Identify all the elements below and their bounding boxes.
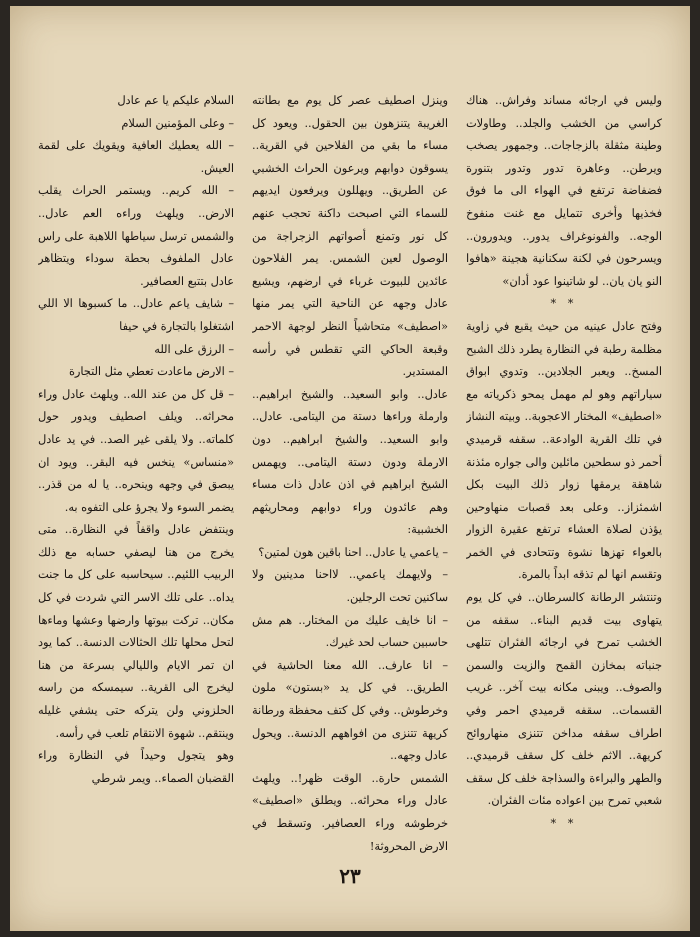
paragraph: – ولايهمك ياعمي.. لااحنا مدينين ولا ساكنين تحت الرجلين. xyxy=(252,568,448,605)
text-columns xyxy=(38,90,662,868)
paragraph: وفتح عادل عينيه من حيث يقبع في زاوية مظلمة رطبة في النظارة يطرد ذلك الشبح المسخ.. ويعبر الجلادين.. وتدوي ابواق سياراتهم وهو لم مهمل يمحو ذكرياته مع «اصطيف» المختار الاعجوبة.. وبيته النشاز في تلك القرية الوادعة.. سقفه قرميدي أحمر ذو سطحين مائلين والى جواره مئذنة شاهقة يرمقها زوار ذلك البيت بكل اشمئزاز.. وعلى بعد قصبات منهاوحين يؤذن لصلاة العشاء ترتفع عقيرة الزوار بالعواء تهزها نشوة وتتحادى في الخمر وتقسم انها لم تذقه ابداً بالمرة. xyxy=(466,319,662,582)
paragraph: وينتفض عادل واقفاً في النظارة.. متى يخرج من هنا ليصفي حسابه مع ذلك الربيب اللئيم.. سيحاسبه على كل ما جنت يداه.. على تلك الاسر التي شردت في كل مكان.. تركت بيوتها وارضها وعشها وماءها لتحل محلها تلك الحثالات الدنسة.. كما يود ان تمر الايام والليالي بسرعة من هنا ليخرج الى القرية.. سيمسكه من راسه الحلزوني ولن يتركه حتى يشفي غليله وينتقم.. شهوة الانتقام تلعب في رأسه. xyxy=(38,523,234,740)
paragraph: – قل كل من عند الله.. ويلهث عادل وراء محراثه.. ويلف اصطيف ويدور حول كلماته.. ولا يلقى غير الصد.. في يد عادل «منساس» ينخس فيه البقر.. ويود ان يبصق في وجهه وينحره.. يا له من قذر.. يضمر السوء ولا يجرؤ على التفوه به. xyxy=(38,387,234,514)
paragraph: – الرزق على الله xyxy=(154,342,234,356)
page-number: ٢٣ xyxy=(339,864,361,888)
paragraph: – ياعمي يا عادل.. احنا باقين هون لمتين؟ xyxy=(258,545,448,559)
column-left xyxy=(38,90,234,868)
paragraph: وينزل اصطيف عصر كل يوم مع بطانته الغريبة يتنزهون بين الحقول.. ويعود كل مساء ما بقي من الفلاحين في القرية.. يسوقون دوابهم ويرعون الحراث الخشبي عن الطريق.. ويهللون ويرفعون ايديهم للسماء التي اصبحت داكنة تحجب عنهم كل نور وتمنع أصواتهم الزجراجة من الوصول لعين الشمس. يمر الفلاحون عائدين للبيوت غرباء في ارضهم، ويشيع عادل وجهه عن الناحية التي يمر منها «اصطيف» متحاشياً النظر لوجهة الاحمر وقبعة الحاكي التي تقطس في رأسه المستدير. xyxy=(252,94,448,379)
paragraph: عادل.. وابو السعيد.. والشيخ ابراهيم.. وارملة وراءها دستة من اليتامى. عادل.. وابو السعيد.. والشيخ ابراهيم.. دون الارملة ودون دستة اليتامى.. ويهمس الشيخ ابراهيم في اذن عادل ذات مساء وهم عائدون وراء دوابهم ومحاريثهم الخشبية: xyxy=(252,387,448,537)
paragraph: وتنتشر الرطانة كالسرطان.. في كل يوم يتهاوى بيت قديم البناء.. سقفه من الخشب تمرح في ارجائه الفئران تتلهى جنباته بمخازن القمح والزيت والسمن والصوف.. ويبنى مكانه بيت آخر.. غريب القسمات.. سقفه قرميدي احمر وفي اطراف سقفه مداخن تتنزى منهاروائح كريهة.. الاثم خلف كل سقف قرميدي.. والطهر والبراءة والسذاجة خلف كل سقف شعبي تمرح بين اعواده مئات الفئران. xyxy=(466,591,662,808)
paragraph: وليس في ارجائه مساند وفراش.. هناك كراسي من الخشب والجلد.. وطاولات وطينة مثقلة بالزجاجات.. وجمهور يصخب ويرطن.. وعاهرة تدور وتدور بتنورة فضفاضة ترتفع في الهواء الى ما فوق فخذيها وأخرى تتمايل مع غنت منفوخ الوجه.. والفونوغراف يدور.. ويدورون.. ويسرحون في لكنة سكنانية هجينة «هافوا النو يان يان.. لو شاتينوا عود أدان» xyxy=(466,94,662,288)
paragraph: – انا عارف.. الله معنا الحاشية في الطريق.. في كل يد «بستون» ملون وخرطوش.. وفي كل كتف محفظة ورطانة كريهة تتنزى من افواههم الدنسة.. ويحول عادل وجهه.. xyxy=(252,658,448,763)
paragraph: – وعلى المؤمنين السلام xyxy=(121,116,234,130)
paragraph: وهو يتجول وحيداً في النظارة وراء القضبان الصماء.. ويمر شرطي xyxy=(38,749,234,785)
column-middle xyxy=(252,90,448,868)
paragraph: – انا خايف عليك من المختار.. هم مش حاسبين حساب لحد غيرك. xyxy=(252,613,448,650)
paragraph: – الارض ماعادت تعطي مثل التجارة xyxy=(68,365,234,379)
paragraph: – الله يعطيك العافية ويقويك على لقمة العيش. xyxy=(38,139,234,175)
paragraph: الشمس حارة.. الوقت ظهر!.. ويلهث عادل وراء محراثه.. ويطلق «اصطيف» خرطوشه وراء العصافير. وتسقط في الارض المحروثة! xyxy=(252,771,448,853)
section-separator: * * xyxy=(550,817,578,830)
paragraph: السلام عليكم يا عم عادل xyxy=(117,94,234,107)
paragraph: – شايف ياعم عادل.. ما كسبوها الا اللي اشتغلوا بالتجارة في حيفا xyxy=(38,297,234,333)
paragraph: – الله كريم.. ويستمر الحراث يقلب الارض.. ويلهث وراءه العم عادل.. والشمس ترسل سياطها اللاهبة على راس عادل الملفوف بحطة سوداء ويتظاهر عادل بتتبع العصافير. xyxy=(38,184,234,288)
section-separator: * * xyxy=(550,297,578,311)
column-right xyxy=(466,90,662,868)
newspaper-page xyxy=(10,6,690,931)
